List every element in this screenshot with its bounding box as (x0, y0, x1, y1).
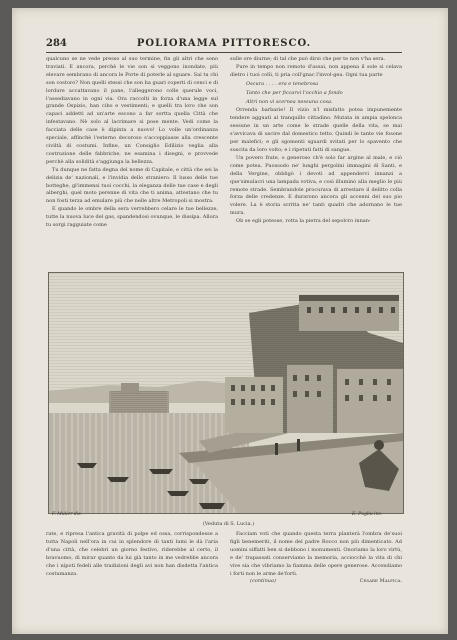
poem-line: Tanto che per ficcarvi l'occhio a fondo (246, 89, 343, 96)
article-signoff (230, 578, 402, 586)
running-header (46, 38, 402, 52)
right-column-top (230, 56, 402, 268)
right-column-bottom (230, 531, 402, 601)
poem-line: Oscura . . . . era e tenebrosa (246, 80, 319, 87)
illustrator-credit: F. Mulier dis. (52, 512, 82, 517)
left-column-top (46, 56, 218, 268)
paragraph: Pure in tempo non remoto d'assai, non appena il sole si celava dietro i tuoi colli, ti pria coll'gnac l'invol-gea. Ogni tua parte (230, 63, 402, 78)
paragraph: Ob se egli potesse, rotta la pietra del sepolcro innan- (236, 218, 371, 225)
paragraph: Un povero frate, o generoso ch'è solo far argine al male, e ciò come potea. Puossodo ne' lunghi pergolini immagini di Santi, e della Vergine, obbligò i devoti ad appendervi innanzi a que'simulacri una lampada votiva, e così illuminò alla meglio le più remote strade. Sembrandole procurava di arrestare il delitto colla forza delle credenze. E durarono ancora gli accenni del suo pio volere. La è storia scritta ne' tanti quadri che adornano le tue mura. (230, 154, 402, 217)
engraving-santa-lucia (48, 272, 404, 514)
paragraph: qualcuno se ne vede presso al suo termine, fin gli altri che sono traviati. E ancora, perchè le vie son si veggono inondate, più elevare sembrano di ancora le Porte di poterle al sguare. Sai tu chi son costoro? Non quelli stessi che son ha guari coperti di cenci e di lordure accattavano il pane, l'alleggerono colle querule voci, l'assediavano in ogni via. Ora raccolti in forza d'una legge sul grande Ospizio, han cibo e vestimenti; e quelli tra loro che son capaci addetti ad un'arte escono a far sortta quella Città che infestavano. Nè solo al lacrimare si pose mente. Vedi come la facciata delle case è dipinta a nuovo! Lo volle un'ordinanza speciale, affinchè l'esterno decoroso s'accoppiasse alla crescente civiltà di costumi. Infine, un Consiglio Edilizio veglia alla costruzione delle fabbriche, ne esamina i disegni, e provvede perchè alla solidità s'aggiunga la bellezza. (46, 56, 218, 165)
paragraph: Facciam voti che quando questa terra planterà l'ombra de'suoi figli benemeriti, il nome del padre Rocco non più dimenticato. Ad uomini siffatti ben si debbono i monumenti. Onoriamo la loro virtù, e de' trapassati conserviamo la memoria, acciocchè la vita di chi vive sia che vibriamo la fiamma delle opere generose. Accendiamo i forti non le arme de'forti. (230, 531, 402, 577)
author-name: Cesare Malpica. (359, 578, 402, 585)
harbor-illustration (49, 273, 403, 513)
paragraph: sulle ore diurne; di tal che può dirsi che per te non v'ha sera. (230, 56, 386, 62)
poem-line: Altri non vi scernea nessuna cosa. (246, 98, 333, 105)
left-column-bottom (46, 531, 218, 601)
paragraph: E quando le ombre della sera verrebbero celare le tue bellezze, tutte la nuova luce del gas, spandendosi ovunque, le dissipa. Allora tu sorgi ragguiate come (46, 206, 218, 229)
continued-note: (continua) (250, 578, 276, 585)
publication-title: POLIORAMA PITTORESCO. (136, 38, 312, 49)
page-number: 284 (46, 38, 67, 49)
engraver-credit: E. Pugliu inc. (352, 512, 383, 517)
paragraph: rate, e ripresa l'antica gravità di polpe ed ossa, corrispondesse a tutta Napoli nell'ora in cui in splendore di tanti lumi le dà l'aria d'una città, che celebri un giorno festivo, riderebbe al certo, il bravuomo, di mirar quanto da lui già tanto in me vedrebbe ancora che i nipoti fedeli alle tradizioni degli avi non han disdetta l'antica costumanza. (46, 531, 218, 577)
header-rule (46, 52, 402, 53)
paragraph: Orrenda barbarie! Il vizio n'l misfatto potea impunemente tendere agguati al tranquillo cittadino. Mutata in ampia spelonca sessune in un arte come le strade quelle della vita, se mai s'avvicava di uscire dal domestico tetto. Quindi le tante vie fosone per malefici; e gli sgomenti sguardi svitati per lo spavento che suscita da loro volto; e i ripetuti fatti di sangue. (230, 107, 402, 153)
paragraph: Tu dunque ne fatta degna del nome di Capitale, e città che sei la delizia de' nazionali, e l'invidia dello straniero. Il lusso delle tue botteghe, gl'immensi tuoi cocchi, la eleganza delle tue case e degli alberghi, quel moto perenne di vita che ti anima, attestano che tu non fosti terza ad emulare più che nelle altre Metropoli si mostra. (46, 166, 218, 205)
figure-caption: (Veduta di S. Lucia.) (202, 521, 255, 527)
